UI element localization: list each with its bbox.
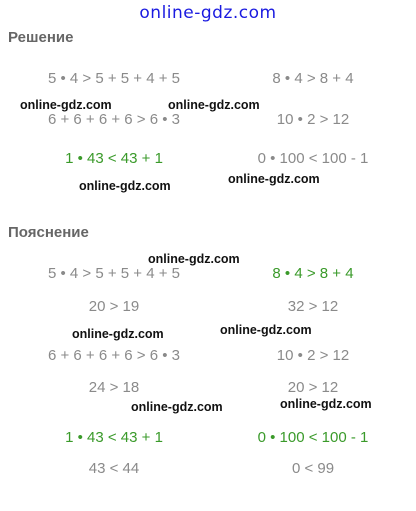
site-title[interactable]: online-gdz.com: [139, 3, 277, 23]
watermark: online-gdz.com: [131, 400, 223, 414]
watermark: online-gdz.com: [148, 252, 240, 266]
watermark: online-gdz.com: [280, 397, 372, 411]
watermark: online-gdz.com: [79, 179, 171, 193]
solution-expression: 5 • 4 > 5 + 5 + 4 + 5: [47, 70, 181, 87]
explanation-expression: 6 + 6 + 6 + 6 > 6 • 3: [47, 347, 181, 364]
explanation-expression: 10 • 2 > 12: [276, 347, 350, 364]
explanation-result: 43 < 44: [88, 460, 140, 477]
explanation-heading: Пояснение: [8, 224, 89, 241]
explanation-expression: 5 • 4 > 5 + 5 + 4 + 5: [47, 265, 181, 282]
explanation-expression: 1 • 43 < 43 + 1: [65, 429, 163, 446]
explanation-result: 32 > 12: [287, 298, 339, 315]
watermark: online-gdz.com: [220, 323, 312, 337]
explanation-expression: 0 • 100 < 100 - 1: [257, 429, 369, 446]
explanation-result: 0 < 99: [291, 460, 335, 477]
solution-heading: Решение: [8, 29, 74, 46]
watermark: online-gdz.com: [20, 98, 112, 112]
solution-expression: 8 • 4 > 8 + 4: [272, 70, 354, 87]
explanation-result: 20 > 19: [88, 298, 140, 315]
solution-expression: 10 • 2 > 12: [276, 111, 350, 128]
solution-expression: 0 • 100 < 100 - 1: [257, 150, 369, 167]
explanation-result: 24 > 18: [88, 379, 140, 396]
watermark: online-gdz.com: [228, 172, 320, 186]
explanation-result: 20 > 12: [287, 379, 339, 396]
watermark: online-gdz.com: [168, 98, 260, 112]
solution-expression: 6 + 6 + 6 + 6 > 6 • 3: [47, 111, 181, 128]
watermark: online-gdz.com: [72, 327, 164, 341]
explanation-expression: 8 • 4 > 8 + 4: [272, 265, 354, 282]
solution-expression: 1 • 43 < 43 + 1: [65, 150, 163, 167]
